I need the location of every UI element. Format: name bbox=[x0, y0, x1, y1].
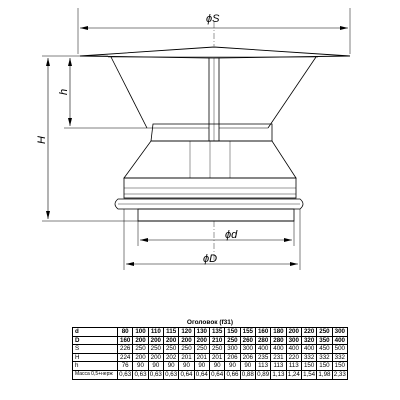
table-row bbox=[73, 370, 348, 379]
table-title: Оголовок (f31) bbox=[186, 319, 234, 326]
table-cell: 300 bbox=[225, 345, 240, 354]
table-cell: 0,63 bbox=[149, 370, 162, 378]
table-cell: 200 bbox=[133, 353, 148, 362]
table-cell: 90 bbox=[133, 362, 148, 371]
table-cell: 400 bbox=[271, 345, 286, 354]
row-label: d bbox=[73, 328, 118, 337]
table-cell: 160 bbox=[255, 328, 270, 337]
label-h: h bbox=[58, 88, 70, 95]
table-cell: 1,24 bbox=[287, 370, 300, 378]
table-cell: 90 bbox=[209, 362, 224, 371]
table-cell: 110 bbox=[148, 328, 163, 337]
table-cell: 206 bbox=[225, 353, 240, 362]
table-cell: 332 bbox=[317, 353, 332, 362]
table-cell: 135 bbox=[209, 328, 224, 337]
table-cell: 400 bbox=[301, 345, 316, 354]
label-S: ϕS bbox=[206, 13, 220, 25]
table-cell: 76 bbox=[118, 362, 133, 371]
umbrella-cap bbox=[80, 47, 350, 58]
table-cell: 0,63 bbox=[134, 370, 147, 378]
table-cell: 201 bbox=[179, 353, 194, 362]
table-cell: 200 bbox=[148, 336, 163, 345]
table-cell: 201 bbox=[194, 353, 209, 362]
table-row bbox=[73, 362, 348, 371]
label-D: ϕD bbox=[203, 253, 218, 265]
table-cell: 220 bbox=[286, 353, 301, 362]
table-cell: 0,88 bbox=[241, 370, 254, 378]
table-row bbox=[73, 353, 348, 362]
table-cell: 300 bbox=[332, 328, 347, 337]
table-cell: 210 bbox=[209, 336, 224, 345]
table-cell: 450 bbox=[317, 345, 332, 354]
table-cell: 2,33 bbox=[333, 370, 346, 378]
table-cell: 350 bbox=[317, 336, 332, 345]
table-cell: 250 bbox=[209, 345, 224, 354]
table-cell: 200 bbox=[163, 336, 178, 345]
table-cell: 150 bbox=[332, 362, 347, 371]
table-cell: 200 bbox=[148, 353, 163, 362]
table-cell: 0,64 bbox=[195, 370, 208, 378]
table-cell: 90 bbox=[225, 362, 240, 371]
row-label: S bbox=[73, 345, 118, 354]
table-cell: 250 bbox=[317, 328, 332, 337]
spec-table-container bbox=[72, 318, 348, 380]
table-cell: 115 bbox=[163, 328, 178, 337]
table-cell: 300 bbox=[240, 345, 255, 354]
table-cell: 0,66 bbox=[226, 370, 239, 378]
table-cell: 250 bbox=[163, 345, 178, 354]
table-cell: 150 bbox=[301, 362, 316, 371]
table-cell: 250 bbox=[194, 345, 209, 354]
table-cell: 400 bbox=[255, 345, 270, 354]
table-cell: 226 bbox=[118, 345, 133, 354]
table-cell: 1,54 bbox=[303, 370, 316, 378]
table-cell: 180 bbox=[271, 328, 286, 337]
table-cell: 155 bbox=[240, 328, 255, 337]
label-H: H bbox=[36, 136, 48, 144]
table-cell: 206 bbox=[240, 353, 255, 362]
table-cell: 90 bbox=[163, 362, 178, 371]
table-cell: 202 bbox=[163, 353, 178, 362]
table-cell: 113 bbox=[286, 362, 301, 371]
table-cell: 220 bbox=[301, 328, 316, 337]
table-cell: 231 bbox=[271, 353, 286, 362]
table-cell: 130 bbox=[194, 328, 209, 337]
table-cell: 1,98 bbox=[318, 370, 331, 378]
table-cell: 113 bbox=[271, 362, 286, 371]
table-cell: 300 bbox=[286, 336, 301, 345]
table-cell: 280 bbox=[255, 336, 270, 345]
table-cell: 90 bbox=[194, 362, 209, 371]
table-cell: 0,64 bbox=[211, 370, 224, 378]
table-cell: 0,89 bbox=[257, 370, 270, 378]
table-row bbox=[73, 345, 348, 354]
row-label: D bbox=[73, 336, 118, 345]
table-cell: 120 bbox=[179, 328, 194, 337]
table-cell: 160 bbox=[118, 336, 133, 345]
table-cell: 200 bbox=[194, 336, 209, 345]
table-cell: 80 bbox=[118, 328, 133, 337]
table-cell: 332 bbox=[332, 353, 347, 362]
row-label: Масса 0,5+нерж bbox=[73, 370, 118, 379]
table-cell: 250 bbox=[148, 345, 163, 354]
row-label: H bbox=[73, 353, 118, 362]
table-cell: 1,13 bbox=[272, 370, 285, 378]
table-cell: 0,63 bbox=[165, 370, 178, 378]
table-cell: 400 bbox=[332, 336, 347, 345]
table-cell: 200 bbox=[133, 336, 148, 345]
table-cell: 113 bbox=[255, 362, 270, 371]
table-cell: 150 bbox=[317, 362, 332, 371]
table-row bbox=[73, 336, 348, 345]
table-cell: 260 bbox=[240, 336, 255, 345]
table-row bbox=[73, 328, 348, 337]
table-cell: 200 bbox=[286, 328, 301, 337]
table-cell: 0,63 bbox=[119, 370, 132, 378]
label-d: ϕd bbox=[225, 229, 238, 241]
table-cell: 280 bbox=[271, 336, 286, 345]
table-cell: 320 bbox=[301, 336, 316, 345]
spec-table bbox=[72, 327, 348, 380]
table-cell: 500 bbox=[332, 345, 347, 354]
table-cell: 200 bbox=[179, 336, 194, 345]
table-cell: 201 bbox=[209, 353, 224, 362]
table-cell: 250 bbox=[179, 345, 194, 354]
table-cell: 400 bbox=[286, 345, 301, 354]
table-cell: 90 bbox=[179, 362, 194, 371]
table-cell: 0,64 bbox=[180, 370, 193, 378]
table-cell: 235 bbox=[255, 353, 270, 362]
table-cell: 224 bbox=[118, 353, 133, 362]
table-cell: 90 bbox=[240, 362, 255, 371]
table-cell: 250 bbox=[225, 336, 240, 345]
table-cell: 150 bbox=[225, 328, 240, 337]
row-label: h bbox=[73, 362, 118, 371]
table-cell: 90 bbox=[148, 362, 163, 371]
table-cell: 250 bbox=[133, 345, 148, 354]
table-cell: 100 bbox=[133, 328, 148, 337]
table-cell: 332 bbox=[301, 353, 316, 362]
